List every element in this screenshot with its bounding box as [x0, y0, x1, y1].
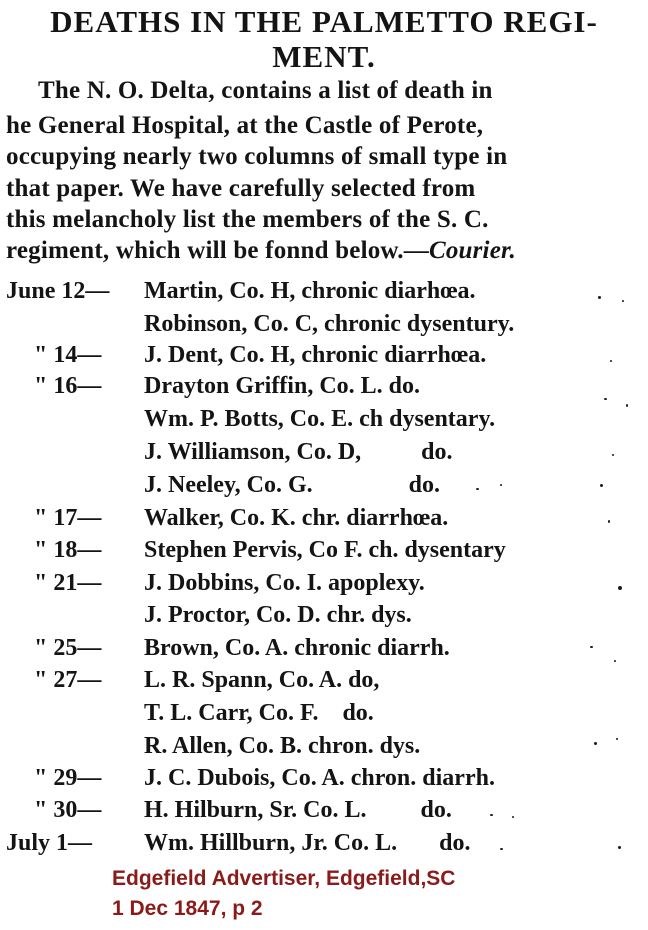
- intro-line-2: he General Hospital, at the Castle of Perote,: [6, 112, 484, 139]
- death-entry: [0, 668, 648, 698]
- death-entry: [0, 343, 648, 373]
- scan-speck: [626, 404, 628, 407]
- death-entry: [0, 701, 648, 731]
- intro-line-1: The N. O. Delta, contains a list of death in: [38, 77, 493, 104]
- entry-date: " 17—: [34, 505, 102, 531]
- entry-date: July 1—: [6, 830, 93, 856]
- scan-speck: [610, 360, 612, 362]
- scan-speck: [604, 398, 607, 400]
- death-entry: [0, 734, 648, 764]
- entry-text: Robinson, Co. C, chronic dysentury.: [144, 311, 515, 337]
- scan-speck: [598, 296, 601, 299]
- intro-line-6: [6, 238, 516, 263]
- intro-line-6-text: regiment, which will be fonnd below.—: [6, 237, 429, 264]
- entry-text: Martin, Co. H, chronic diarhœa.: [144, 278, 476, 304]
- death-entry: [0, 506, 648, 536]
- entry-date: June 12—: [6, 278, 110, 304]
- death-entry: [0, 538, 648, 568]
- scan-speck: [616, 738, 618, 740]
- headline-line-2: MENT.: [272, 39, 376, 74]
- entry-date: " 27—: [34, 667, 102, 693]
- entry-text: H. Hilburn, Sr. Co. L. do.: [144, 797, 452, 823]
- death-entry: [0, 798, 648, 828]
- death-entry: [0, 603, 648, 633]
- entry-text: J. Proctor, Co. D. chr. dys.: [144, 602, 412, 628]
- death-entry: [0, 279, 648, 309]
- courier-credit: Courier.: [428, 237, 517, 264]
- scan-speck: [618, 846, 621, 849]
- death-entry: [0, 636, 648, 666]
- entry-text: J. C. Dubois, Co. A. chron. diarrh.: [144, 765, 495, 791]
- death-entry: [0, 440, 648, 470]
- entry-text: Walker, Co. K. chr. diarrhœa.: [144, 505, 449, 531]
- scan-speck: [618, 586, 622, 590]
- headline-line-1: DEATHS IN THE PALMETTO REGI-: [50, 4, 598, 39]
- entry-date: " 14—: [34, 342, 102, 368]
- entry-text: J. Neeley, Co. G. do.: [144, 472, 440, 498]
- entry-text: J. Dobbins, Co. I. apoplexy.: [144, 570, 425, 596]
- entry-text: Drayton Griffin, Co. L. do.: [144, 373, 420, 399]
- entry-text: J. Dent, Co. H, chronic diarrhœa.: [144, 342, 487, 368]
- intro-line-5: this melancholy list the members of the S. C.: [6, 206, 489, 233]
- scan-speck: [614, 660, 616, 662]
- death-entry: [0, 473, 648, 503]
- intro-line-4: that paper. We have carefully selected from: [6, 175, 476, 202]
- entry-text: L. R. Spann, Co. A. do,: [144, 667, 380, 693]
- entry-text: T. L. Carr, Co. F. do.: [144, 700, 374, 726]
- source-citation-line-1: Edgefield Advertiser, Edgefield,SC: [112, 867, 456, 890]
- entry-text: R. Allen, Co. B. chron. dys.: [144, 733, 421, 759]
- scan-speck: [500, 484, 502, 486]
- entry-date: " 29—: [34, 765, 102, 791]
- death-entry: [0, 374, 648, 404]
- entry-date: " 25—: [34, 635, 102, 661]
- death-entry: [0, 831, 648, 861]
- entry-text: Wm. Hillburn, Jr. Co. L. do.: [144, 830, 471, 856]
- entry-text: J. Williamson, Co. D, do.: [144, 439, 453, 465]
- entry-date: " 18—: [34, 537, 102, 563]
- scan-speck: [622, 300, 624, 302]
- scan-speck: [608, 520, 610, 523]
- scan-speck: [594, 742, 597, 745]
- scan-speck: [590, 646, 593, 648]
- entry-text: Brown, Co. A. chronic diarrh.: [144, 635, 450, 661]
- scan-speck: [476, 488, 479, 490]
- scan-speck: [490, 814, 493, 816]
- death-entry: [0, 407, 648, 437]
- scan-speck: [612, 454, 614, 456]
- entry-text: Stephen Pervis, Co F. ch. dysentary: [144, 537, 506, 563]
- scan-speck: [500, 848, 503, 850]
- intro-line-3: occupying nearly two columns of small type in: [6, 143, 508, 170]
- source-citation-line-2: 1 Dec 1847, p 2: [112, 897, 263, 920]
- death-entry: [0, 571, 648, 601]
- entry-date: " 30—: [34, 797, 102, 823]
- entry-date: " 16—: [34, 373, 102, 399]
- death-entry: [0, 766, 648, 796]
- entry-text: Wm. P. Botts, Co. E. ch dysentary.: [144, 406, 496, 432]
- entry-date: " 21—: [34, 570, 102, 596]
- scan-speck: [512, 816, 514, 818]
- death-entry: [0, 312, 648, 342]
- scan-speck: [600, 484, 603, 487]
